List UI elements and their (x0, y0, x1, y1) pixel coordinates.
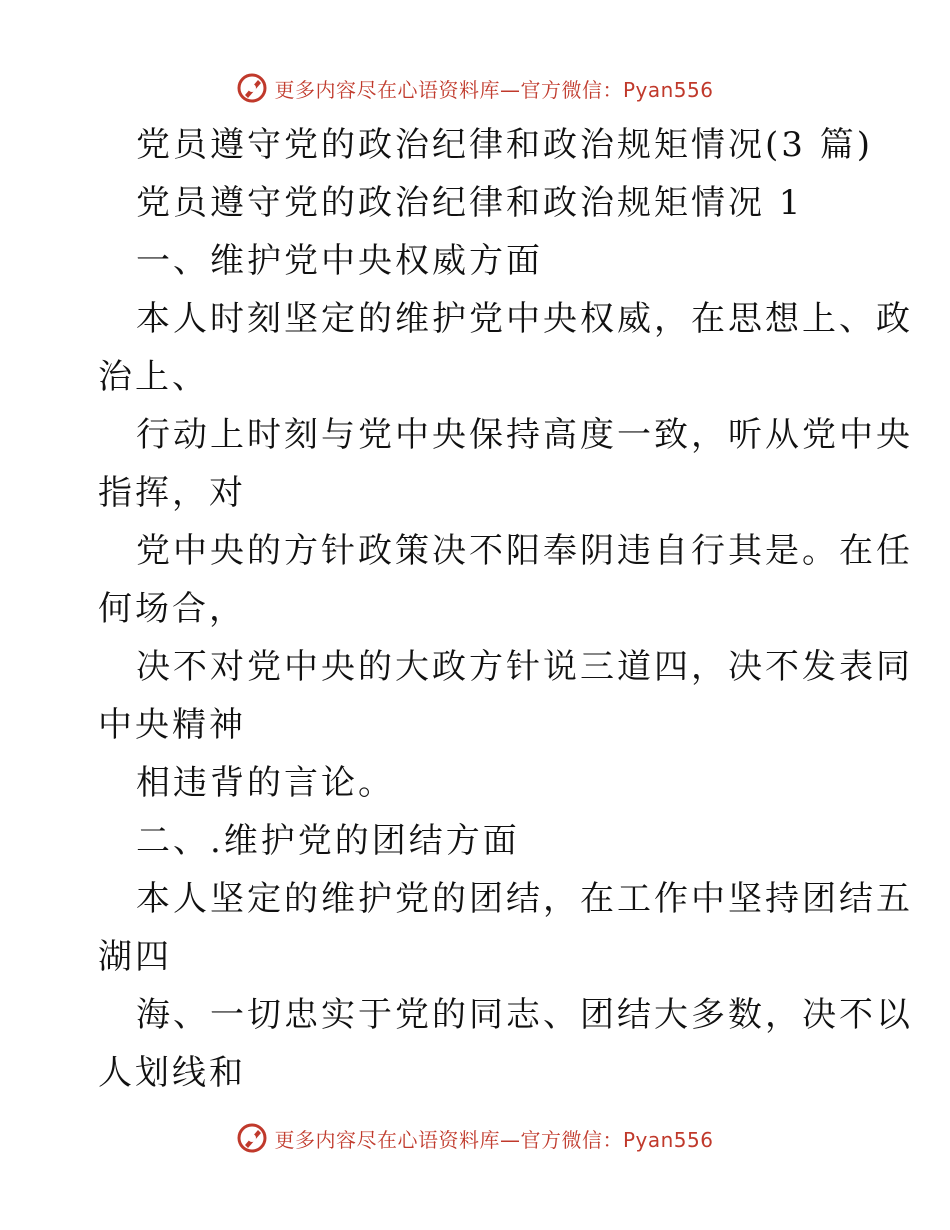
text-line: 湖四 (98, 937, 172, 977)
text-line: 二、.维护党的团结方面 (136, 821, 520, 861)
text-line: 决不对党中央的大政方针说三道四，决不发表同 (136, 647, 913, 687)
header-watermark (0, 72, 950, 104)
text-line: 人划线和 (98, 1053, 246, 1093)
watermark-text: 更多内容尽在心语资料库—官方微信：Pyan556 (274, 1127, 714, 1152)
text-line: 党员遵守党的政治纪律和政治规矩情况(3 篇) (136, 125, 873, 165)
text-line: 党员遵守党的政治纪律和政治规矩情况 1 (136, 183, 804, 223)
text-line: 治上、 (98, 357, 209, 397)
text-line: 本人坚定的维护党的团结，在工作中坚持团结五 (136, 879, 913, 919)
watermark-text: 更多内容尽在心语资料库—官方微信：Pyan556 (274, 77, 714, 102)
footer-watermark (0, 1122, 950, 1154)
text-line: 本人时刻坚定的维护党中央权威，在思想上、政 (136, 299, 913, 339)
text-line: 相违背的言论。 (136, 763, 395, 803)
document-body (98, 116, 913, 1102)
pen-logo-icon (236, 1122, 268, 1154)
text-line: 何场合， (98, 589, 246, 629)
text-line: 指挥，对 (98, 473, 246, 513)
pen-logo-icon (236, 72, 268, 104)
text-line: 一、维护党中央权威方面 (136, 241, 543, 281)
text-line: 行动上时刻与党中央保持高度一致，听从党中央 (136, 415, 913, 455)
text-line: 党中央的方针政策决不阳奉阴违自行其是。在任 (136, 531, 913, 571)
text-line: 中央精神 (98, 705, 246, 745)
text-line: 海、一切忠实于党的同志、团结大多数，决不以 (136, 995, 913, 1035)
